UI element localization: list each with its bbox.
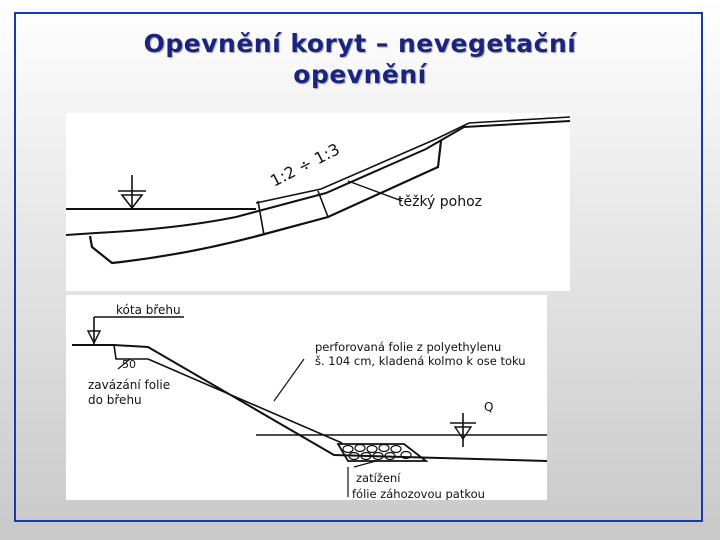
ground-surface-line <box>66 121 570 235</box>
slope-ratio-label: 1:2 ÷ 1:3 <box>267 139 343 191</box>
discharge-label: Q <box>484 400 494 414</box>
title-line-2: opevnění <box>293 60 427 89</box>
title-line-1: Opevnění koryt – nevegetační <box>143 29 577 58</box>
foil-toe-label: fólie záhozovou patkou <box>352 487 485 500</box>
riprap-leader-line <box>348 181 402 201</box>
riprap-joint-1 <box>258 201 264 235</box>
tie-in-label-line-1: zavázání folie <box>88 378 171 392</box>
riprap-joint-2 <box>318 191 328 217</box>
foil-label-line-2: š. 104 cm, kladená kolmo k ose toku <box>315 354 526 368</box>
load-label: zatížení <box>356 471 401 485</box>
foil-line <box>148 359 342 443</box>
top-figure-drawing <box>66 113 570 291</box>
bottom-figure-drawing <box>66 295 547 500</box>
foil-leader-line <box>274 359 304 401</box>
slide-title <box>40 28 680 90</box>
tie-in-label-line-2: do břehu <box>88 393 142 407</box>
offset-label: 50 <box>122 358 136 371</box>
bottom-figure <box>66 295 547 500</box>
foil-label-line-1: perforovaná folie z polyethylenu <box>315 340 502 354</box>
heavy-riprap-label: těžký pohoz <box>398 194 483 210</box>
top-figure <box>66 113 570 291</box>
bank-level-label: kóta břehu <box>116 303 181 317</box>
